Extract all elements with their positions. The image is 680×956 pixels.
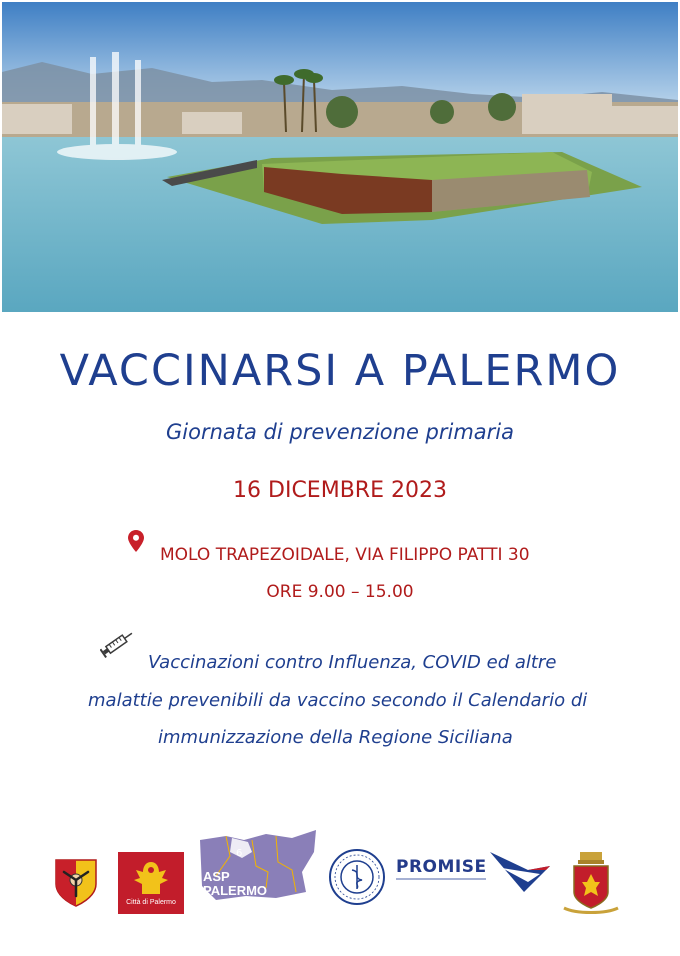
page-title: VACCINARSI A PALERMO <box>59 346 621 396</box>
navy-logo <box>488 848 552 894</box>
asp-title <box>203 870 267 898</box>
asp-subtitle: AZIENDA SANITARIA PROVINC <box>203 899 313 908</box>
svg-text:6: 6 <box>236 848 243 859</box>
citta-logo-label: Città di Palermo <box>126 899 176 906</box>
promise-underline <box>396 876 486 882</box>
event-hours: ORE 9.00 – 15.00 <box>266 582 414 602</box>
description-line-3: immunizzazione della Regione Siciliana <box>158 727 513 748</box>
hero-photo <box>2 2 678 312</box>
asp-title-line2: PALERMO <box>203 883 268 898</box>
subtitle: Giornata di prevenzione primaria <box>166 420 514 444</box>
event-address: MOLO TRAPEZOIDALE, VIA FILIPPO PATTI 30 <box>160 545 530 565</box>
regione-sicilia-logo <box>52 858 100 908</box>
event-date: 16 DICEMBRE 2023 <box>233 478 447 503</box>
promise-logo: PROMISE <box>396 857 487 877</box>
army-crest-logo <box>562 852 620 916</box>
description-line-2: malattie prevenibili da vaccino secondo il Calendario di <box>88 690 588 711</box>
description-line-1: Vaccinazioni contro Influenza, COVID ed altre <box>148 652 557 673</box>
asp-title-line1: ASP <box>203 869 230 884</box>
policlinico-logo <box>328 848 386 906</box>
map-pin-icon <box>128 530 144 552</box>
syringe-icon <box>100 626 136 660</box>
